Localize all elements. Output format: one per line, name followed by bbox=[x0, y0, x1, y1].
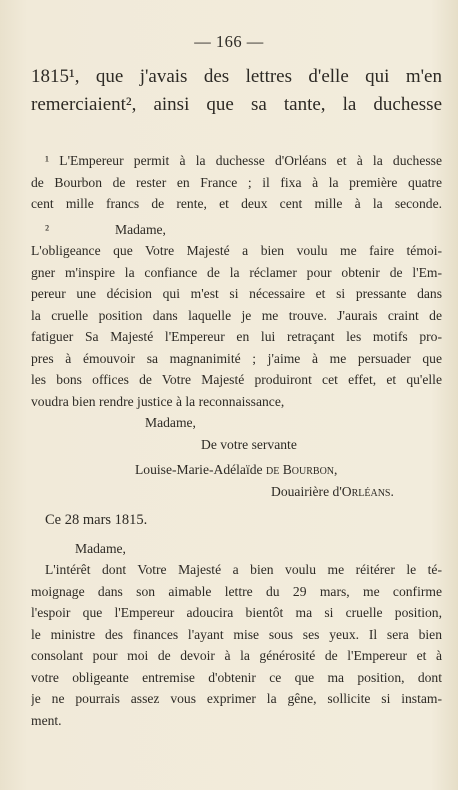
letter-line: ment. bbox=[31, 712, 62, 728]
letter-line: le ministre des finances l'ayant mise sous ses yeux. Il sera bien bbox=[31, 626, 442, 642]
footnote-line: de Bourbon de rester en France ; il fixa à la première quatre bbox=[31, 174, 442, 190]
letter-line: gner m'inspire la confiance de la réclamer pour obtenir de l'Em- bbox=[31, 264, 442, 280]
footnote-marker: ² bbox=[45, 221, 50, 237]
letter-line: moignage dans son aimable lettre du 29 mars, me confirme bbox=[31, 583, 442, 599]
letter-line: votre obligeante entremise d'obtenir ce que ma position, dont bbox=[31, 669, 442, 685]
letter-line: je ne pourrais assez vous exprimer la gêne, sollicite si instam- bbox=[31, 691, 442, 706]
letter-line: consolant pour moi de devoir à la générosité de l'Empereur et à bbox=[31, 648, 442, 663]
footnotes bbox=[31, 150, 442, 731]
letter-line: fatiguer Sa Majesté l'Empereur en lui retraçant les motifs pro- bbox=[31, 329, 442, 344]
letter-line: pereur une décision qui m'est si nécessaire et si pressante dans bbox=[31, 286, 442, 301]
main-text bbox=[31, 63, 442, 119]
letter-line: les bons offices de Votre Majesté produiront cet effet, et qu'elle bbox=[31, 372, 442, 387]
letter-line: voudra bien rendre justice à la reconnaissance, bbox=[31, 393, 285, 409]
letter-line: pres à émouvoir sa magnanimité ; j'aime à me persuader que bbox=[31, 350, 442, 366]
letter-signature: Louise-Marie-Adélaïde de Bourbon, bbox=[135, 462, 338, 477]
main-line: 1815¹, que j'avais des lettres d'elle qui m'en bbox=[31, 66, 442, 87]
letter-line: l'espoir que l'Empereur adoucira bientôt ma si cruelle position, bbox=[31, 605, 442, 620]
letter-line: L'obligeance que Votre Majesté a bien voulu me faire témoi- bbox=[31, 243, 442, 258]
letter-line: la cruelle position dans laquelle je me trouve. J'aurais craint de bbox=[31, 307, 442, 323]
letter-closing: De votre servante bbox=[201, 436, 297, 452]
footnote-line: ¹ L'Empereur permit à la duchesse d'Orléans et à la duchesse bbox=[45, 153, 442, 168]
letter-salutation: ² Madame, bbox=[31, 219, 442, 241]
letter-line: L'intérêt dont Votre Majesté a bien voulu me réitérer le té- bbox=[45, 562, 442, 577]
letter-closing: Madame, bbox=[145, 415, 196, 430]
letter-salutation: Madame, bbox=[75, 540, 126, 556]
letter-signature-title: Douairière d'Orléans. bbox=[271, 483, 394, 499]
page-number: — 166 — bbox=[194, 32, 264, 51]
main-line: remerciaient², ainsi que sa tante, la duchesse bbox=[31, 94, 442, 115]
footnote-line: cent mille francs de rente, et deux cent mille à la seconde. bbox=[31, 196, 442, 211]
date-line: Ce 28 mars 1815. bbox=[45, 512, 148, 528]
